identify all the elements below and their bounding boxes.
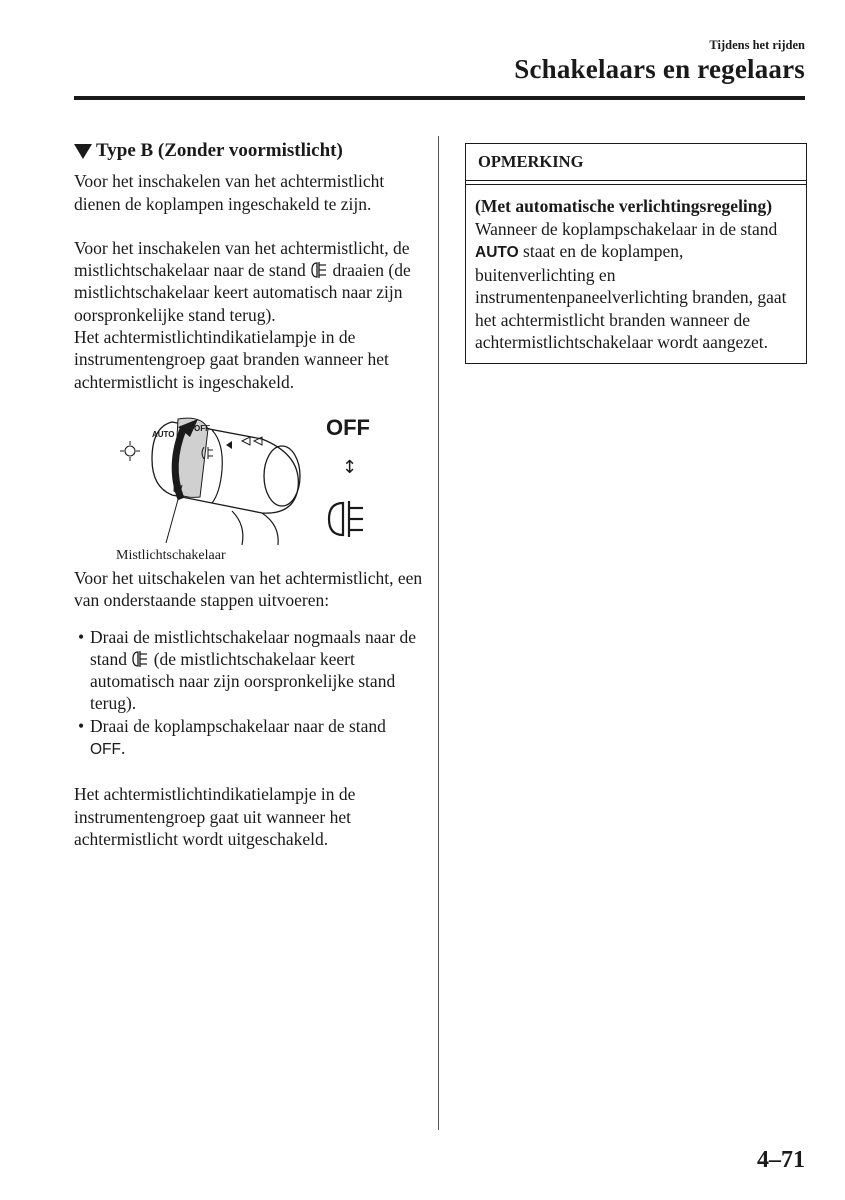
header-divider: [74, 96, 805, 100]
lever-illustration: [112, 415, 352, 550]
rear-fog-light-symbol-icon: [326, 499, 366, 539]
rear-fog-light-icon: [310, 261, 328, 279]
fog-switch-figure: [74, 415, 414, 565]
section-heading: [74, 140, 424, 162]
switch-label-off: OFF: [194, 423, 210, 433]
bullet-1-text-b: (de mistlichtschakelaar keert automatisch naar zijn oorspronkelijke stand terug).: [90, 648, 396, 714]
paragraph-2: [74, 237, 424, 326]
figure-caption: Mistlichtschakelaar: [116, 547, 226, 563]
bullet-2-off-label: OFF: [90, 741, 121, 759]
note-text-a: Wanneer de koplampschakelaar in de stand: [475, 218, 778, 239]
off-label: OFF: [326, 414, 370, 440]
paragraph-3: Het achtermistlichtindikatielampje in de instrumentengroep gaat branden wanneer het achtermistlicht is ingeschakeld.: [74, 327, 389, 392]
bullet-list: [74, 626, 424, 762]
bullet-2-text-a: Draai de koplampschakelaar naar de stand: [90, 715, 386, 736]
note-subtitle: (Met automatische verlichtingsregeling): [475, 196, 773, 217]
note-text-b: staat en de koplampen, buitenverlichting en instrumentenpaneelverlichting branden, gaat het achtermistlicht branden wanneer de achtermistlichtschakelaar wordt aangezet.: [475, 240, 787, 353]
paragraph-2-text-b: draaien (de mistlichtschakelaar keert automatisch naar zijn oorspronkelijke stand terug).: [74, 260, 411, 325]
list-item: [74, 626, 424, 715]
paragraph-1: Voor het inschakelen van het achtermistlicht dienen de koplampen ingeschakeld te zijn.: [74, 171, 385, 214]
left-column: [74, 140, 424, 872]
triangle-bullet-icon: [74, 144, 92, 159]
note-text: [475, 218, 796, 354]
rear-fog-light-icon: [131, 650, 149, 668]
note-body: [466, 184, 806, 363]
paragraph-5: Het achtermistlichtindikatielampje in de instrumentengroep gaat uit wanneer het achtermistlicht wordt uitgeschakeld.: [74, 784, 356, 849]
page-number: 4–71: [757, 1147, 805, 1173]
bullet-1-text-a: Draai de mistlichtschakelaar nogmaals naar de stand: [90, 626, 417, 669]
note-auto-label: AUTO: [475, 243, 519, 261]
switch-direction-arrow: ↕: [342, 456, 358, 478]
note-box: [465, 143, 807, 364]
paragraph-2-text-a: Voor het inschakelen van het achtermistlicht, de mistlichtschakelaar naar de stand: [74, 237, 410, 281]
bullet-2-end: .: [121, 738, 126, 759]
list-item: [74, 715, 424, 762]
page-title: Schakelaars en regelaars: [514, 54, 805, 84]
column-divider: [438, 136, 439, 1130]
switch-label-auto: AUTO: [152, 429, 175, 439]
note-title: OPMERKING: [466, 144, 806, 181]
section-heading-text: Type B (Zonder voormistlicht): [96, 140, 343, 161]
section-title: Tijdens het rijden: [709, 38, 805, 52]
paragraph-4: Voor het uitschakelen van het achtermistlicht, een van onderstaande stappen uitvoeren:: [74, 567, 423, 611]
